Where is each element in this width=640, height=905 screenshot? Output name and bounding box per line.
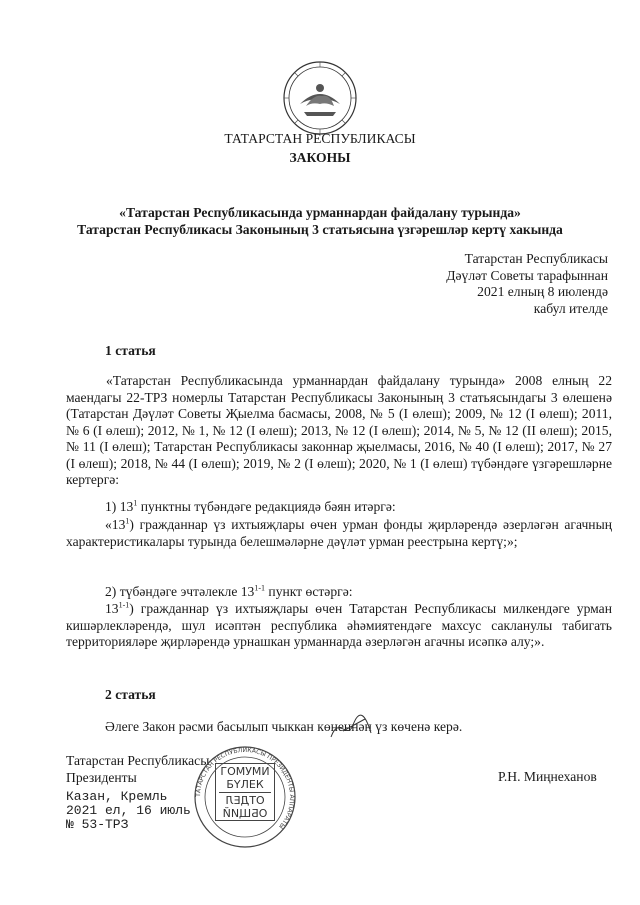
adoption-line: Дәүләт Советы тарафыннан (446, 267, 608, 283)
law-header: ЗАКОНЫ (289, 150, 351, 165)
article-1-intro: «Татарстан Республикасында урманнардан файдалану турында» 2008 елның 22 маендагы 22-ТРЗ номерлы Татарстан Республикасы Законының 3 статьясындагы 3 өлешенә (Татарстан Дәүләт Советы Җыелма басмасы, 2008, № 5 (I өлеш); 2009, № 12 (I өлеш); 2011, № 6 (I өлеш); 2012, № 1, № 12 (I өлеш); 2013, № 12 (I өлеш); 2014, № 5, № 12 (II өлеш); 2015, № 11 (I өлеш); Татарстан Республикасы законнар җыелмасы, 2016, № 40 (I өлеш); 2017, № 27 (I өлеш); 2018, № 44 (I өлеш); 2019, № 2 (I өлеш); 2020, № 1 (I өлеш) түбәндәге үзгәрешләрне кертергә: (66, 373, 612, 487)
stamp-ring-text: ТАТАРСТАН РЕСПУБЛИКАСЫ ПРЕЗИДЕНТЫ АППАРАТЫ (194, 746, 296, 830)
item-2-text: 13$^{1-1}$) гражданнар үз ихтыяҗлары өчен Татарстан Республикасы милкендәге урман кишәрлекләрендә, шул исәптән республика әһәмиятендәге махсус сакланулы табигать территорияләре җирләрендә урнашкан урманнарда әзерләгән агачны исәпкә алу;». (66, 600, 612, 649)
signatory-name: Р.Н. Миңнеханов (498, 769, 597, 784)
adoption-block (360, 251, 608, 317)
handwritten-signature (325, 711, 380, 745)
article-2-heading: 2 статья (105, 687, 156, 702)
item-1-text: «$13^1$) гражданнар үз ихтыяҗлары өчен урман фонды җирләрендә әзерләгән агачның характеристикалары турында белешмәләрне дәүләт урман реестрына кертү;»; (66, 516, 612, 549)
signature-position (66, 753, 209, 786)
registration-place: Казан, Кремль (66, 789, 168, 804)
article-1-heading: 1 статья (105, 343, 156, 358)
law-title-line-2: Татарстан Республикасы Законының 3 статьясына үзгәрешләр кертү хакында (77, 222, 563, 237)
registration-block (66, 790, 191, 832)
stamp-text-mirrored: ОТДЕЛ (225, 794, 265, 807)
adoption-line: кабул ителде (533, 300, 608, 316)
signature-position-line: Татарстан Республикасы (66, 753, 210, 768)
republic-header: ТАТАРСТАН РЕСПУБЛИКАСЫ (224, 131, 416, 146)
signature-position-line: Президенты (66, 769, 137, 785)
registration-number: № 53-ТРЗ (66, 817, 129, 832)
item-1-heading: 1) $13^1$ пунктны түбәндәге редакциядә бәян итәргә: (105, 498, 396, 514)
adoption-line: Татарстан Республикасы (464, 251, 608, 266)
registration-date: 2021 ел, 16 июль (66, 803, 191, 818)
law-title-line-1: «Татарстан Республикасында урманнардан файдалану турында» (119, 205, 521, 220)
stamp-text: БҮЛЕК (226, 778, 264, 791)
adoption-line: 2021 елның 8 июлендә (477, 284, 608, 299)
item-2-heading: 2) түбәндәге эчтәлекле 13$^{1-1}$ пункт өстәргә: (105, 583, 353, 599)
article-2-text: Әлеге Закон рәсми басылып чыккан көненнән үз көченә керә. (105, 719, 463, 734)
stamp-text: ГОМУМИ (220, 765, 270, 778)
stamp-box (215, 763, 275, 821)
stamp-text-mirrored: ОБЩИЙ (222, 807, 268, 820)
